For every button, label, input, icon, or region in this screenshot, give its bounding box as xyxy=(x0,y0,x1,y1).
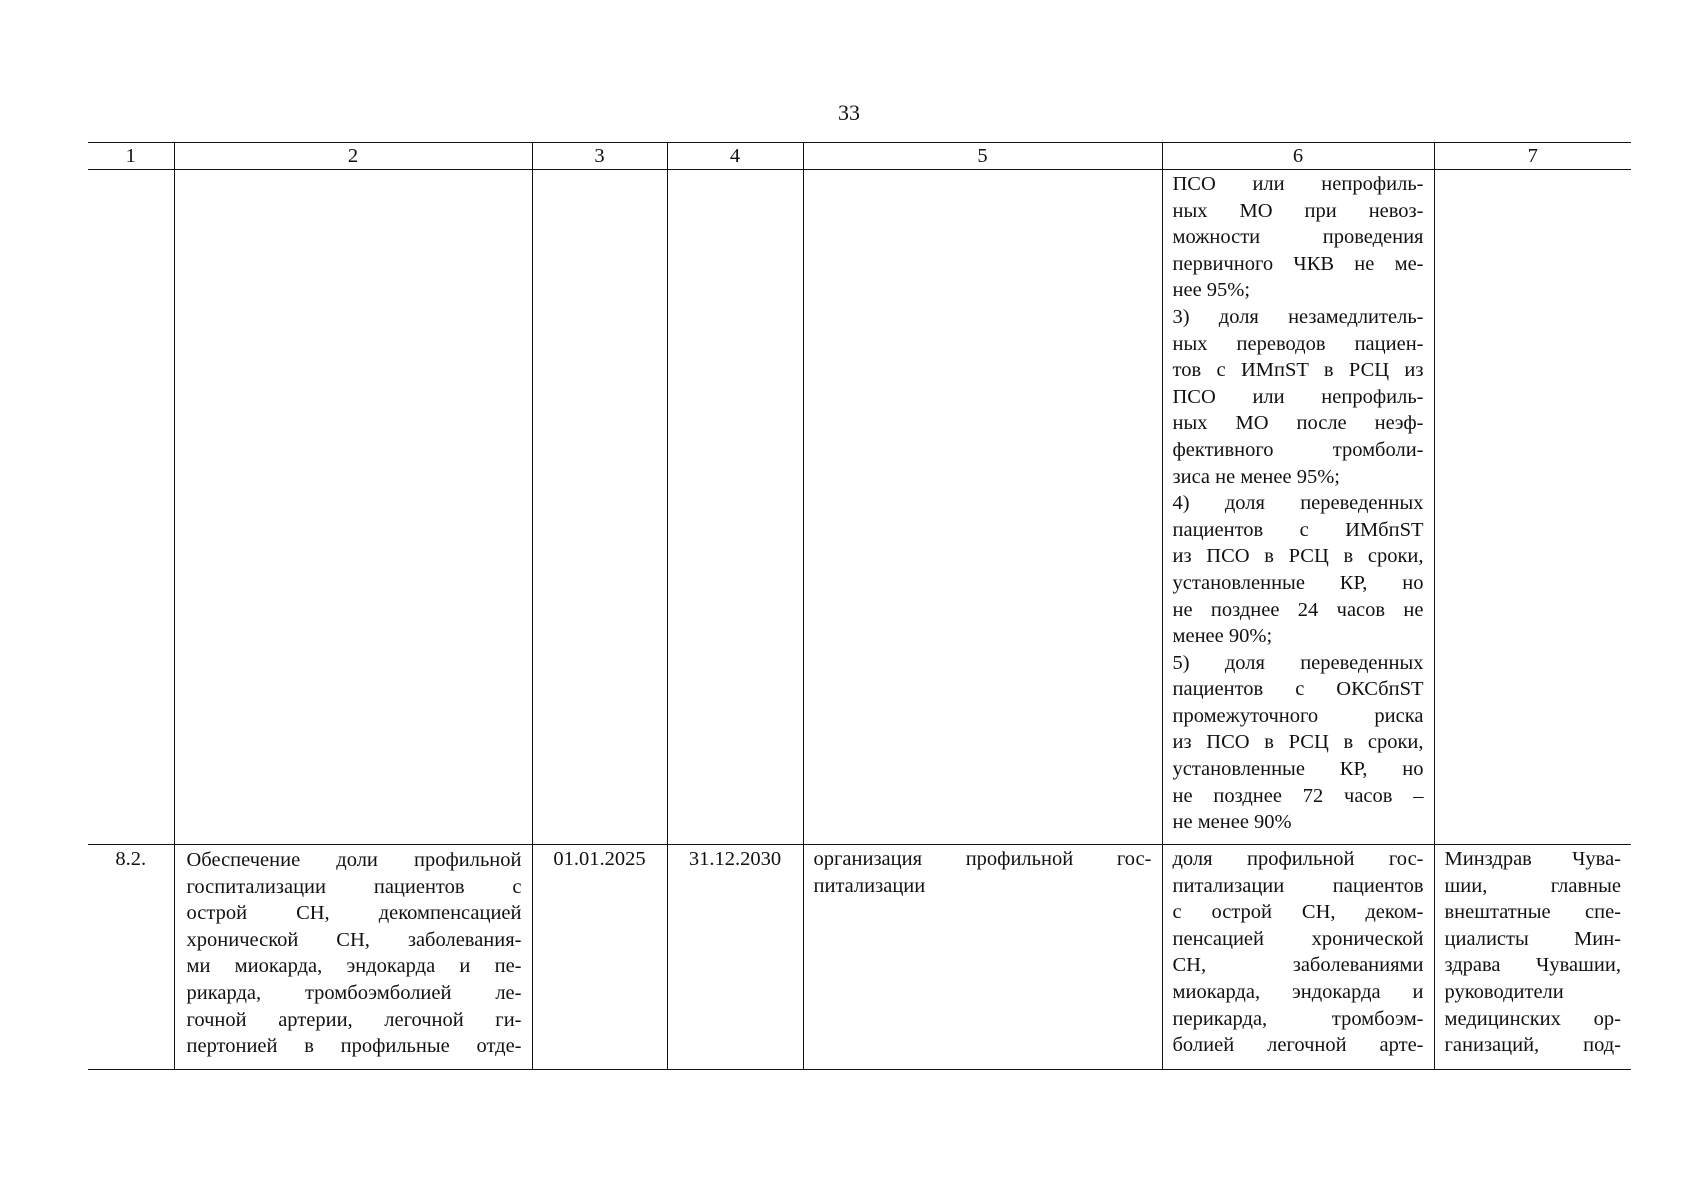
text-line: шии, главные xyxy=(1444,874,1621,897)
text-line: промежуточного риска xyxy=(1172,704,1424,727)
text-line: установленные КР, но xyxy=(1172,571,1424,594)
text-line: питализации пациентов xyxy=(1172,874,1424,897)
text-line: можности проведения xyxy=(1172,226,1424,249)
indicator-cell xyxy=(1162,845,1434,1070)
text-line: ных переводов пациен- xyxy=(1172,332,1424,355)
cell-empty xyxy=(803,170,1162,845)
text-line: пациентов с ОКСбпST xyxy=(1172,678,1424,701)
text-line: ми миокарда, эндокарда и пе- xyxy=(186,955,522,978)
text-line: гочной артерии, легочной ги- xyxy=(186,1008,522,1031)
table-row-continuation xyxy=(88,170,1631,845)
text-line: пенсацией хронической xyxy=(1172,927,1424,950)
cell-empty xyxy=(1434,170,1631,845)
text-line: 3) доля незамедлитель- xyxy=(1172,305,1424,328)
responsible-cell xyxy=(1434,845,1631,1070)
text-line: Минздрав Чува- xyxy=(1444,848,1621,870)
text-line: из ПСО в РСЦ в сроки, xyxy=(1172,731,1424,754)
text-line: с острой СН, деком- xyxy=(1172,901,1424,924)
text-line: циалисты Мин- xyxy=(1444,927,1621,950)
text-line: из ПСО в РСЦ в сроки, xyxy=(1172,545,1424,568)
start-date: 01.01.2025 xyxy=(532,845,667,1070)
indicator-cell xyxy=(1162,170,1434,845)
cell-empty xyxy=(174,170,532,845)
column-header-3: 3 xyxy=(532,143,667,170)
column-header-2: 2 xyxy=(174,143,532,170)
text-line: организация профильной гос- xyxy=(813,848,1152,870)
column-header-5: 5 xyxy=(803,143,1162,170)
text-line: рикарда, тромбоэмболией ле- xyxy=(186,981,522,1004)
text-line: руководители xyxy=(1444,980,1564,1003)
cell-empty xyxy=(88,170,174,845)
column-header-1: 1 xyxy=(88,143,174,170)
text-line: миокарда, эндокарда и xyxy=(1172,980,1424,1003)
column-number-header xyxy=(88,143,1631,170)
text-line: хронической СН, заболевания- xyxy=(186,928,522,951)
text-line: 4) доля переведенных xyxy=(1172,492,1424,515)
text-line: пертонией в профильные отде- xyxy=(186,1035,522,1058)
text-line: доля профильной гос- xyxy=(1172,848,1424,870)
text-line: менее 90%; xyxy=(1172,625,1273,648)
text-line: не менее 90% xyxy=(1172,811,1292,834)
text-line: ных МО при невоз- xyxy=(1172,199,1424,222)
text-line: СН, заболеваниями xyxy=(1172,954,1424,977)
text-line: питализации xyxy=(813,874,926,897)
expected-result-cell xyxy=(803,845,1162,1070)
text-line: перикарда, тромбоэм- xyxy=(1172,1007,1424,1030)
text-line: тов с ИМпST в РСЦ из xyxy=(1172,359,1424,382)
text-line: медицинских ор- xyxy=(1444,1007,1621,1030)
text-line: фективного тромболи- xyxy=(1172,438,1424,461)
text-line: не позднее 24 часов не xyxy=(1172,598,1424,621)
table-row-8-2 xyxy=(88,845,1631,1070)
cell-empty xyxy=(667,170,803,845)
column-header-4: 4 xyxy=(667,143,803,170)
plan-table xyxy=(88,142,1631,1070)
text-line: болией легочной арте- xyxy=(1172,1034,1424,1057)
text-line: ПСО или непрофиль- xyxy=(1172,173,1424,195)
text-line: 5) доля переведенных xyxy=(1172,651,1424,674)
text-line: установленные КР, но xyxy=(1172,758,1424,781)
end-date: 31.12.2030 xyxy=(667,845,803,1070)
column-header-7: 7 xyxy=(1434,143,1631,170)
text-line: первичного ЧКВ не ме- xyxy=(1172,252,1424,275)
text-line: не позднее 72 часов – xyxy=(1172,784,1424,807)
cell-empty xyxy=(532,170,667,845)
row-number: 8.2. xyxy=(88,845,174,1070)
text-line: здрава Чувашии, xyxy=(1444,954,1621,977)
text-line: ПСО или непрофиль- xyxy=(1172,385,1424,408)
text-line: Обеспечение доли профильной xyxy=(186,849,522,871)
text-line: острой СН, декомпенсацией xyxy=(186,902,522,925)
text-line: внештатные спе- xyxy=(1444,901,1621,924)
text-line: ных МО после неэф- xyxy=(1172,412,1424,435)
text-line: госпитализации пациентов с xyxy=(186,875,522,898)
text-line: нее 95%; xyxy=(1172,279,1251,302)
text-line: зиса не менее 95%; xyxy=(1172,465,1340,488)
page-number: 33 xyxy=(838,100,860,125)
text-line: пациентов с ИМбпST xyxy=(1172,518,1424,541)
measure-description-cell xyxy=(174,845,532,1070)
column-header-6: 6 xyxy=(1162,143,1434,170)
text-line: ганизаций, под- xyxy=(1444,1034,1621,1057)
